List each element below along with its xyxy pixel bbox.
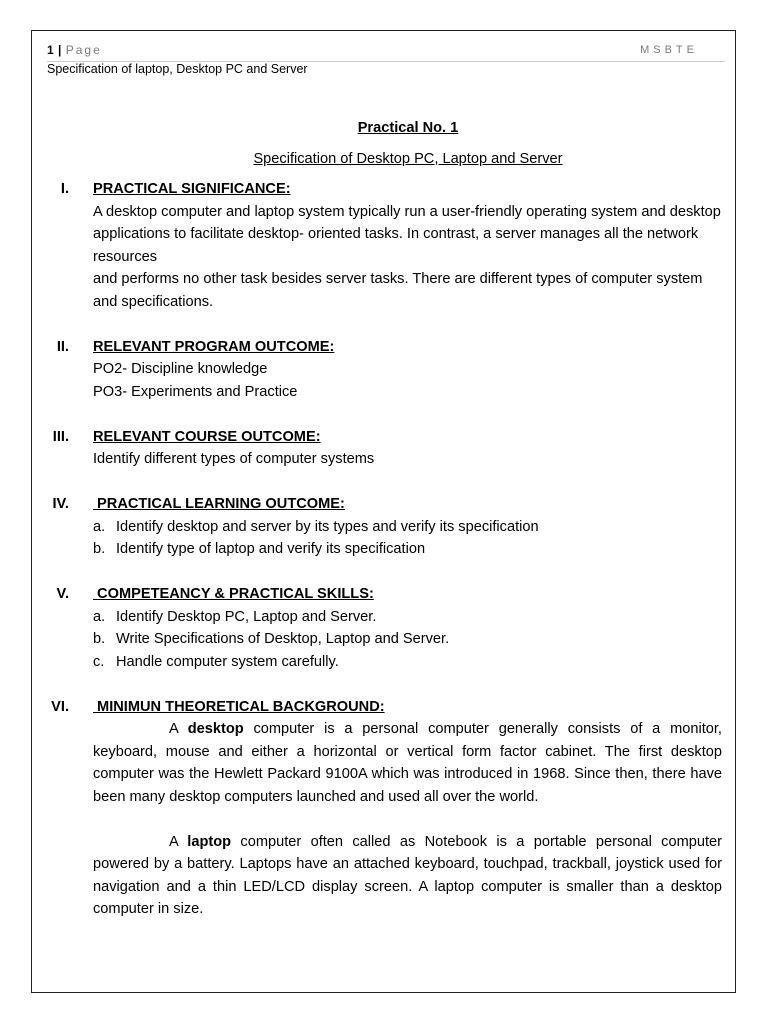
page-number: 1 — [47, 43, 55, 57]
list-marker: b. — [93, 541, 106, 557]
section-numeral: I. — [60, 181, 69, 197]
laptop-paragraph — [93, 831, 722, 921]
section-heading: PRACTICAL SIGNIFICANCE: — [93, 181, 291, 197]
section-numeral: VI. — [51, 698, 69, 715]
list-item — [93, 651, 722, 674]
document-body — [47, 117, 722, 921]
paragraph-text: computer is a personal computer generally consists of a monitor, keyboard, mouse and either a horizontal or vertical form factor cabinet. The first desktop computer was the Hewlett Packard 9100A which was introduced in 1968. Since then, there have been many desktop computers launched and used all over the world. — [93, 721, 722, 805]
section-heading: MINIMUN THEORETICAL BACKGROUND: — [93, 698, 385, 715]
section-heading: PRACTICAL LEARNING OUTCOME: — [93, 496, 345, 512]
section-numeral: IV. — [52, 496, 69, 512]
list-text: Identify type of laptop and verify its specification — [116, 541, 426, 557]
body-line: and performs no other task besides server tasks. There are different types of computer system and specifications. — [93, 271, 703, 310]
section-heading: COMPETEANCY & PRACTICAL SKILLS: — [93, 586, 374, 602]
practical-title: Practical No. 1 — [357, 120, 459, 136]
section-numeral: III. — [52, 428, 69, 445]
paragraph-keyword: desktop — [187, 721, 244, 737]
section-numeral: II. — [56, 338, 69, 355]
list-item — [93, 628, 722, 651]
list-text: Identify desktop and server by its types and verify its specification — [116, 518, 539, 535]
list-marker: c. — [93, 653, 105, 670]
section-learning-outcome — [47, 493, 722, 561]
paragraph-text: computer often called as Notebook is a portable personal computer powered by a battery. Laptops have an attached keyboard, touchpad, trackball, joystick used for navigation and a thin LED/LCD display screen. A laptop computer is smaller than a desktop computer in size. — [93, 833, 723, 917]
section-heading: RELEVANT PROGRAM OUTCOME: — [93, 338, 335, 355]
paragraph-lead: A — [169, 721, 188, 737]
page-label: Page — [65, 43, 102, 57]
list-item — [93, 606, 722, 629]
body-line: Identify different types of computer systems — [93, 451, 375, 467]
page-header-left — [47, 43, 102, 57]
list-text: Identify Desktop PC, Laptop and Server. — [116, 608, 377, 625]
practical-subtitle: Specification of Desktop PC, Laptop and Server — [253, 150, 563, 167]
section-program-outcome — [47, 336, 722, 404]
header-subtitle: Specification of laptop, Desktop PC and Server — [47, 62, 308, 76]
body-line: PO3- Experiments and Practice — [93, 383, 298, 400]
body-line: PO2- Discipline knowledge — [93, 361, 268, 377]
list-text: Write Specifications of Desktop, Laptop and Server. — [116, 631, 450, 647]
paragraph-keyword: laptop — [187, 833, 232, 850]
list-marker: b. — [93, 631, 106, 647]
list-item — [93, 516, 722, 539]
list-marker: a. — [93, 608, 106, 625]
section-theoretical-background — [47, 696, 722, 921]
section-competency-skills — [47, 583, 722, 673]
section-heading: RELEVANT COURSE OUTCOME: — [93, 428, 321, 445]
list-item — [93, 538, 722, 561]
section-numeral: V. — [56, 586, 69, 602]
header-separator: | — [58, 43, 62, 57]
header-msbte: MSBTE — [640, 44, 698, 56]
section-course-outcome — [47, 426, 722, 471]
body-line: A desktop computer and laptop system typically run a user-friendly operating system and desktop — [93, 203, 721, 220]
list-marker: a. — [93, 518, 106, 535]
list-text: Handle computer system carefully. — [116, 653, 339, 670]
section-practical-significance — [47, 178, 722, 313]
desktop-paragraph — [93, 718, 722, 808]
paragraph-lead: A — [169, 833, 188, 850]
body-line: applications to facilitate desktop- oriented tasks. In contrast, a server manages all the network resources — [93, 226, 699, 265]
